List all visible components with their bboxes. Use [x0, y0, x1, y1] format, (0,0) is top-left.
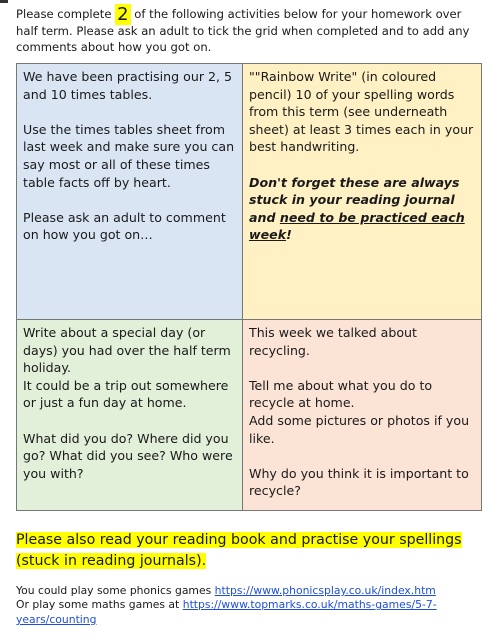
writing-para-1: Write about a special day (or days) you had over the half term holiday.: [23, 325, 231, 376]
maths-para-2: Use the times tables sheet from last week and make sure you can say most or all of these times table facts off by heart.: [23, 121, 235, 190]
phonics-label: You could play some phonics games: [16, 584, 215, 597]
reading-reminder-highlight: Please also read your reading book and practise your spellings (stuck in reading journals).: [16, 532, 462, 569]
intro-paragraph: [16, 6, 486, 56]
writing-para-2: It could be a trip out somewhere or just a fun day at home.: [23, 377, 229, 411]
maths-para-1: We have been practising our 2, 5 and 10 times tables.: [23, 69, 233, 102]
maths-times-tables-cell[interactable]: [17, 64, 243, 320]
spelling-rainbow-write-cell[interactable]: [243, 64, 481, 320]
spelling-reminder-underlined: need to be practiced each week: [249, 209, 465, 243]
recycling-para-2: Tell me about what you do to recycle at home.: [249, 377, 433, 411]
writing-special-day-cell[interactable]: [17, 320, 243, 510]
activity-count-highlight: 2: [117, 4, 129, 25]
phonics-link[interactable]: https://www.phonicsplay.co.uk/index.htm: [214, 584, 436, 597]
maths-para-3: Please ask an adult to comment on how you got on…: [23, 209, 226, 243]
intro-text-before: Please complete: [16, 7, 116, 21]
recycling-cell[interactable]: [243, 320, 481, 510]
reading-reminder: [16, 530, 486, 572]
recycling-para-3: Add some pictures or photos if you like.: [249, 412, 470, 446]
recycling-para-4: Why do you think it is important to recycle?: [249, 465, 469, 499]
maths-games-link[interactable]: https://www.topmarks.co.uk/maths-games/5-7-years/counting: [16, 598, 437, 626]
maths-games-label: Or play some maths games at: [16, 598, 183, 612]
corner-mark: [0, 0, 8, 3]
recycling-para-1: This week we talked about recycling.: [249, 325, 417, 358]
homework-grid: [16, 63, 482, 511]
spelling-para-1: ""Rainbow Write" (in coloured pencil) 10 of your spelling words from this term (see underneath sheet) at least 3 times each in your best handwriting.: [249, 69, 474, 155]
spelling-reminder-a: Don't forget these are always stuck in your reading journal and: [249, 174, 460, 225]
spelling-reminder: [249, 174, 475, 244]
intro-text-after: of the following activities below for your homework over half term. Please ask an adult to tick the grid when completed and to add any comments about how you got on.: [16, 7, 470, 55]
games-links: [16, 584, 486, 627]
spelling-reminder-c: !: [286, 227, 292, 243]
phonics-line: [16, 584, 486, 598]
writing-para-3: What did you do? Where did you go? What did you see? Who were you with?: [23, 430, 233, 481]
maths-games-line: [16, 598, 486, 627]
